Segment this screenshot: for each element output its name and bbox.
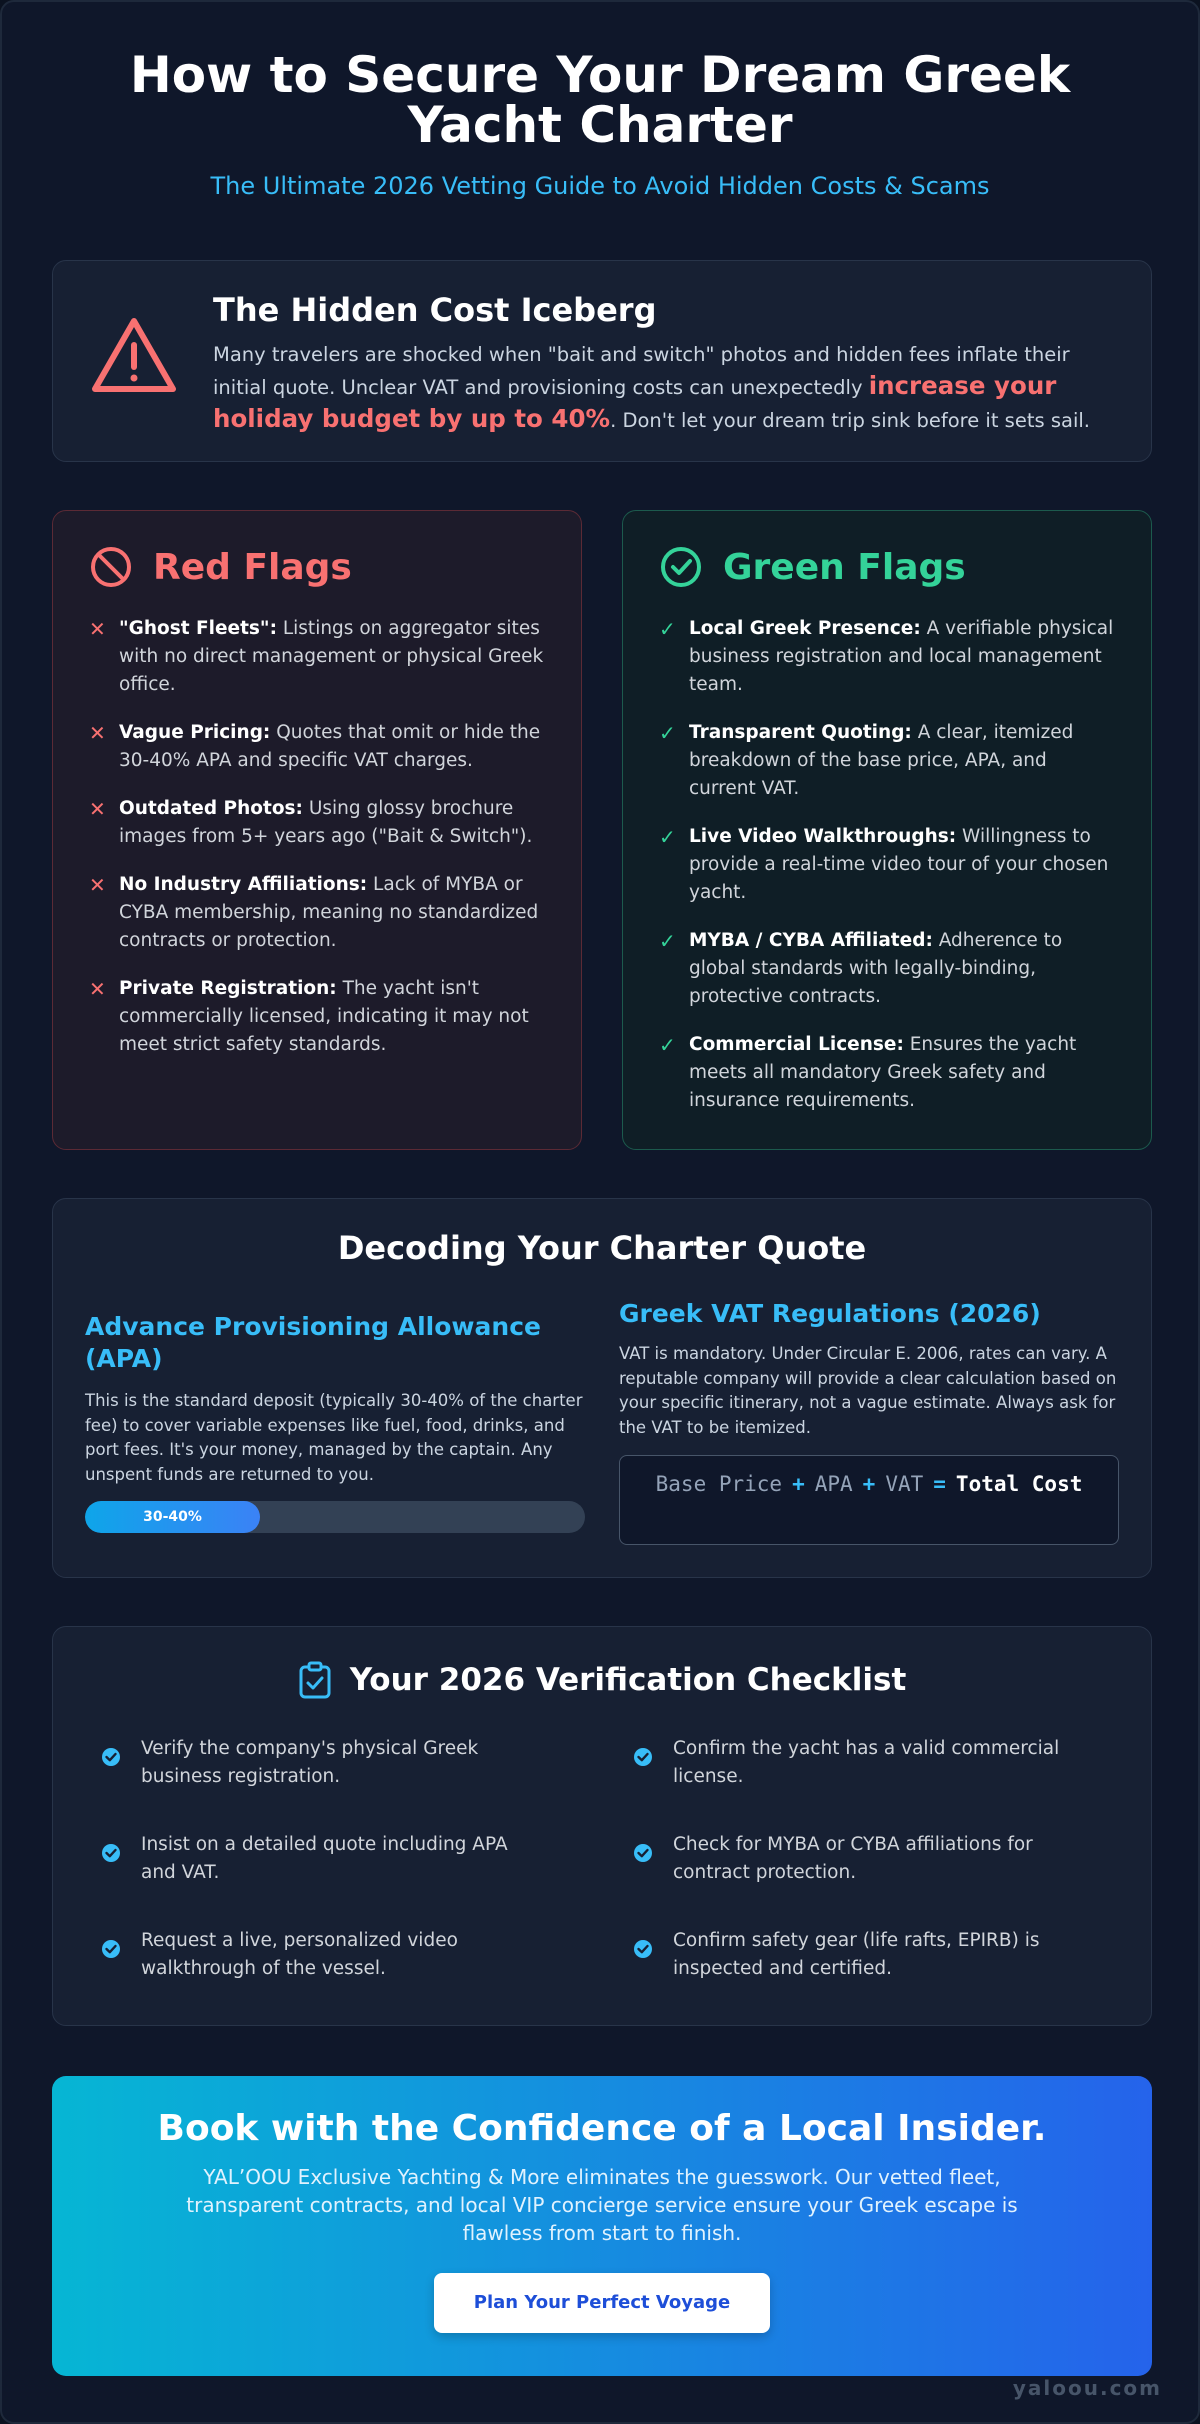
page-title: How to Secure Your Dream Greek Yacht Charter: [129, 46, 1071, 154]
red-flag-item: [89, 615, 549, 699]
green-flag-text: [689, 1031, 1119, 1115]
green-flag-text: [689, 927, 1119, 1011]
red-flags-list: [89, 615, 549, 1079]
green-flag-item: [659, 615, 1119, 699]
red-flag-description: The yacht isn't commercially licensed, indicating it may not meet strict safety standards.: [119, 978, 529, 1055]
red-flags-header: [89, 545, 352, 589]
checklist-item-text: Insist on a detailed quote including APA and VAT.: [141, 1834, 508, 1883]
red-flag-description: Listings on aggregator sites with no direct management or physical Greek office.: [119, 618, 544, 695]
green-flags-header: [659, 545, 966, 589]
quote-title: Decoding Your Charter Quote: [337, 1229, 867, 1267]
red-flag-item: [89, 795, 549, 851]
charter-quote-card: [52, 1198, 1152, 1578]
checklist-header: [53, 1661, 1151, 1699]
red-flag-description: Using glossy brochure images from 5+ years ago ("Bait & Switch").: [119, 798, 533, 847]
formula-plus: +: [792, 1472, 805, 1496]
header: [2, 2, 1198, 200]
green-flag-text: [689, 615, 1119, 699]
check-badge-icon: [101, 1843, 121, 1863]
green-flag-item: [659, 823, 1119, 907]
green-flags-title: Green Flags: [723, 546, 966, 588]
red-flag-term: Private Registration:: [119, 978, 337, 999]
green-flag-description: Willingness to provide a real-time video tour of your chosen yacht.: [689, 826, 1109, 903]
red-flag-term: No Industry Affiliations:: [119, 874, 368, 895]
vat-text: VAT is mandatory. Under Circular E. 2006, rates can vary. A reputable company will provide a clear calculation based on your specific itinerary, not a vague estimate. Always ask for the VAT to be itemized.: [619, 1344, 1117, 1437]
plan-voyage-button[interactable]: Plan Your Perfect Voyage: [434, 2273, 770, 2333]
hidden-cost-card: [52, 260, 1152, 462]
green-flag-term: Transparent Quoting:: [689, 722, 912, 743]
hidden-cost-highlight: increase your holiday budget by up to 40%: [213, 371, 1057, 433]
green-flag-description: Adherence to global standards with legally-binding, protective contracts.: [689, 930, 1063, 1007]
green-flag-item: [659, 927, 1119, 1011]
checklist-item-text: Confirm the yacht has a valid commercial license.: [673, 1738, 1060, 1787]
cta-title: Book with the Confidence of a Local Insider.: [157, 2108, 1047, 2149]
red-flag-item: [89, 871, 549, 955]
checkmark-icon: ✓: [659, 825, 676, 849]
red-flag-text: [119, 975, 549, 1059]
hidden-cost-text-end: . Don't let your dream trip sink before it sets sail.: [610, 409, 1090, 432]
check-badge-icon: [101, 1939, 121, 1959]
red-flag-text: [119, 615, 549, 699]
red-flags-card: [52, 510, 582, 1150]
green-flag-description: A clear, itemized breakdown of the base price, APA, and current VAT.: [689, 722, 1074, 799]
checkmark-icon: ✓: [659, 929, 676, 953]
warning-triangle-icon: [91, 315, 177, 395]
checklist-item-text: Confirm safety gear (life rafts, EPIRB) is inspected and certified.: [673, 1930, 1040, 1979]
checklist-title: Your 2026 Verification Checklist: [349, 1662, 907, 1698]
red-flag-item: [89, 719, 549, 775]
checklist-item: [633, 1831, 1073, 1887]
checklist-item-text: Verify the company's physical Greek business registration.: [141, 1738, 479, 1787]
checklist-item-text: Check for MYBA or CYBA affiliations for contract protection.: [673, 1834, 1033, 1883]
cta-text: YAL’OOU Exclusive Yachting & More eliminates the guesswork. Our vetted fleet, transparent contracts, and local VIP concierge service ensure your Greek escape is flawless from start to finish.: [186, 2165, 1018, 2245]
formula-vat: VAT: [885, 1472, 924, 1496]
red-flag-description: Lack of MYBA or CYBA membership, meaning no standardized contracts or protection.: [119, 874, 539, 951]
x-mark-icon: ✕: [89, 797, 106, 821]
green-flags-card: [622, 510, 1152, 1150]
red-flag-term: "Ghost Fleets":: [119, 618, 277, 639]
red-flags-title: Red Flags: [153, 546, 352, 588]
red-flag-term: Vague Pricing:: [119, 722, 271, 743]
checklist-item: [633, 1735, 1073, 1791]
green-flag-text: [689, 719, 1119, 803]
green-flag-term: Live Video Walkthroughs:: [689, 826, 957, 847]
checklist-item: [633, 1927, 1073, 1983]
check-badge-icon: [633, 1747, 653, 1767]
check-circle-icon: [659, 545, 703, 589]
red-flag-item: [89, 975, 549, 1059]
formula-equals: =: [933, 1472, 946, 1496]
x-mark-icon: ✕: [89, 617, 106, 641]
green-flag-description: Ensures the yacht meets all mandatory Greek safety and insurance requirements.: [689, 1034, 1077, 1111]
check-badge-icon: [101, 1747, 121, 1767]
apa-progress-bar: [85, 1501, 585, 1533]
cta-banner: [52, 2076, 1152, 2376]
formula-total: Total Cost: [955, 1472, 1083, 1496]
vat-title: Greek VAT Regulations (2026): [619, 1299, 1041, 1328]
check-badge-icon: [633, 1843, 653, 1863]
red-flag-description: Quotes that omit or hide the 30-40% APA and specific VAT charges.: [119, 722, 541, 771]
checklist-item: [101, 1831, 541, 1887]
green-flag-term: Commercial License:: [689, 1034, 904, 1055]
hidden-cost-text: [213, 339, 1113, 436]
apa-progress-fill: 30-40%: [85, 1501, 260, 1533]
x-mark-icon: ✕: [89, 977, 106, 1001]
formula-plus: +: [862, 1472, 876, 1496]
apa-title: Advance Provisioning Allowance (APA): [85, 1312, 541, 1373]
green-flag-term: Local Greek Presence:: [689, 618, 921, 639]
checklist-item: [101, 1735, 541, 1791]
red-flag-text: [119, 795, 549, 851]
check-badge-icon: [633, 1939, 653, 1959]
checklist-item-text: Request a live, personalized video walkthrough of the vessel.: [141, 1930, 458, 1979]
red-flag-text: [119, 871, 549, 955]
green-flag-item: [659, 719, 1119, 803]
green-flag-text: [689, 823, 1119, 907]
checklist-item: [101, 1927, 541, 1983]
verification-checklist-card: [52, 1626, 1152, 2026]
green-flag-description: A verifiable physical business registration and local management team.: [689, 618, 1114, 695]
formula-base: Base Price: [655, 1472, 783, 1496]
red-flag-text: [119, 719, 549, 775]
website-watermark: yaloou.com: [1012, 2376, 1162, 2400]
x-mark-icon: ✕: [89, 721, 106, 745]
ban-icon: [89, 545, 133, 589]
cost-formula: [619, 1455, 1119, 1545]
checkmark-icon: ✓: [659, 1033, 676, 1057]
formula-apa: APA: [814, 1472, 853, 1496]
green-flags-list: [659, 615, 1119, 1135]
green-flag-item: [659, 1031, 1119, 1115]
clipboard-check-icon: [298, 1661, 332, 1699]
hidden-cost-text-start: Many travelers are shocked when "bait and switch" photos and hidden fees inflate their initial quote. Unclear VAT and provisioning costs can unexpectedly: [213, 343, 1070, 399]
x-mark-icon: ✕: [89, 873, 106, 897]
hidden-cost-title: The Hidden Cost Iceberg: [213, 291, 657, 329]
apa-text: This is the standard deposit (typically 30-40% of the charter fee) to cover variable expenses like fuel, food, drinks, and port fees. It's your money, managed by the captain. Any unspent funds are returned to you.: [85, 1391, 583, 1484]
checkmark-icon: ✓: [659, 721, 676, 745]
page-subtitle: The Ultimate 2026 Vetting Guide to Avoid Hidden Costs & Scams: [210, 172, 990, 200]
green-flag-term: MYBA / CYBA Affiliated:: [689, 930, 933, 951]
checkmark-icon: ✓: [659, 617, 676, 641]
red-flag-term: Outdated Photos:: [119, 798, 303, 819]
